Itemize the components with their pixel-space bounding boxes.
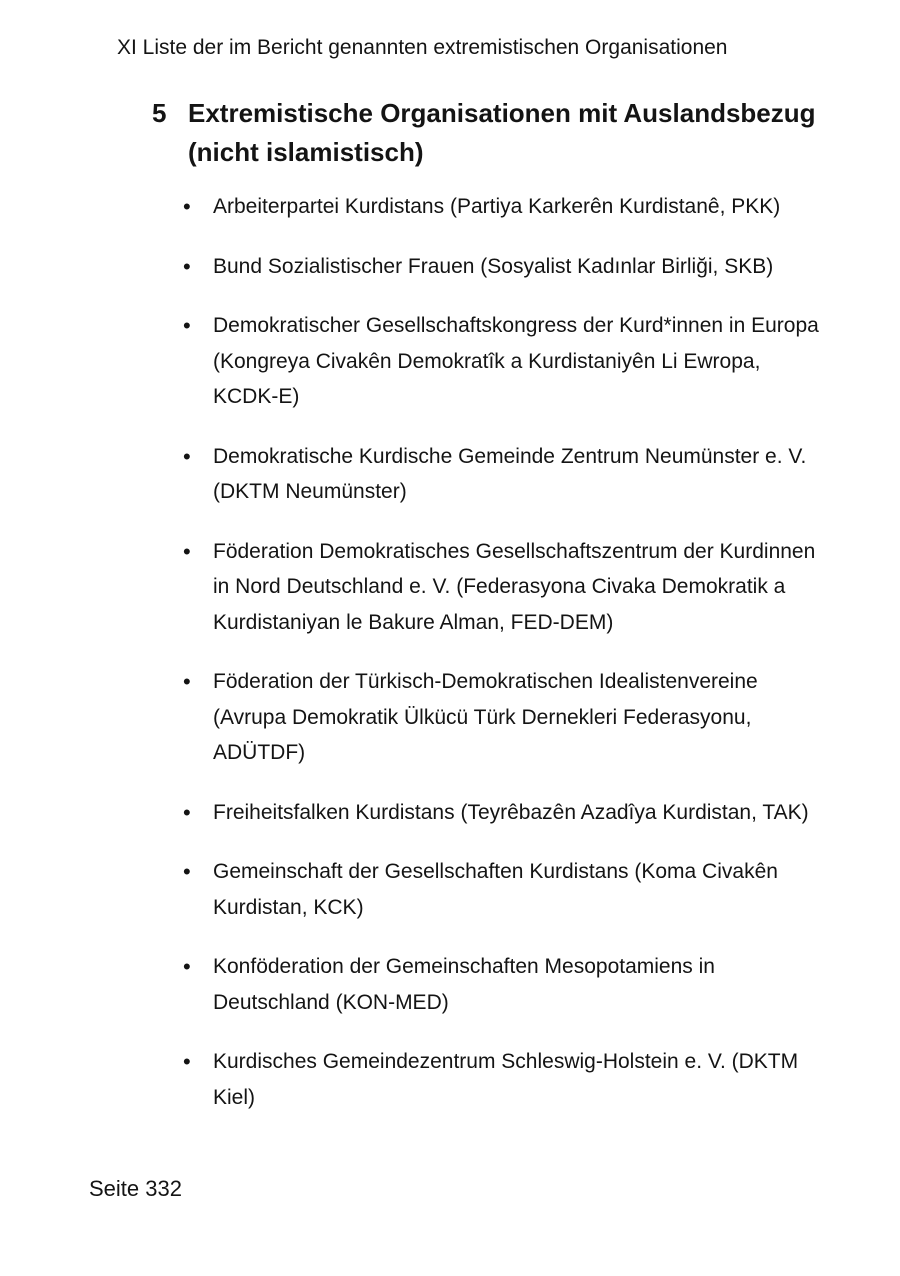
list-item xyxy=(183,308,823,415)
section-title: Extremistische Organisationen mit Auslandsbezug (nicht islamistisch) xyxy=(188,98,816,167)
list-item xyxy=(183,949,823,1020)
organization-name: Demokratischer Gesellschaftskongress der Kurd*innen in Europa (Kongreya Civakên Demokratîk a Kurdistaniyên Li Ewropa, KCDK-E) xyxy=(213,314,819,408)
page-number: Seite 332 xyxy=(89,1176,182,1201)
list-item xyxy=(183,854,823,925)
organization-name: Föderation Demokratisches Gesellschaftszentrum der Kurdinnen in Nord Deutschland e. V. (Federasyona Civaka Demokratik a Kurdistaniyan le Bakure Alman, FED-DEM) xyxy=(213,539,816,634)
list-item xyxy=(183,534,823,641)
bullet-icon: • xyxy=(183,313,191,338)
list-item xyxy=(183,439,823,510)
bullet-icon: • xyxy=(183,443,191,469)
bullet-icon: • xyxy=(183,799,191,825)
organization-name: Arbeiterpartei Kurdistans (Partiya Karkerên Kurdistanê, PKK) xyxy=(213,195,781,218)
organization-name: Demokratische Kurdische Gemeinde Zentrum Neumünster e. V. (DKTM Neumünster) xyxy=(213,444,807,503)
bullet-icon: • xyxy=(183,1049,191,1074)
bullet-icon: • xyxy=(183,538,191,564)
list-item xyxy=(183,189,823,225)
organization-name: Gemeinschaft der Gesellschaften Kurdistans (Koma Civakên Kurdistan, KCK) xyxy=(213,860,778,919)
bullet-icon: • xyxy=(183,669,191,694)
list-item xyxy=(183,795,823,831)
organization-name: Freiheitsfalken Kurdistans (Teyrêbazên Azadîya Kurdistan, TAK) xyxy=(213,800,809,824)
list-item xyxy=(183,249,823,285)
organization-name: Föderation der Türkisch-Demokratischen Idealistenvereine (Avrupa Demokratik Ülkücü Türk Dernekleri Federasyonu, ADÜTDF) xyxy=(213,670,758,764)
bullet-icon: • xyxy=(183,194,191,219)
section-heading xyxy=(152,94,842,172)
section-number: 5 xyxy=(152,98,167,128)
running-header: XI Liste der im Bericht genannten extremistischen Organisationen xyxy=(117,36,728,59)
organization-name: Kurdisches Gemeindezentrum Schleswig-Holstein e. V. (DKTM Kiel) xyxy=(213,1050,799,1109)
organization-name: Konföderation der Gemeinschaften Mesopotamiens in Deutschland (KON-MED) xyxy=(213,955,715,1014)
bullet-icon: • xyxy=(183,859,191,884)
organization-name: Bund Sozialistischer Frauen (Sosyalist Kadınlar Birliği, SKB) xyxy=(213,254,774,278)
organization-list xyxy=(183,189,823,1139)
list-item xyxy=(183,664,823,771)
bullet-icon: • xyxy=(183,253,191,279)
list-item xyxy=(183,1044,823,1115)
bullet-icon: • xyxy=(183,954,191,979)
